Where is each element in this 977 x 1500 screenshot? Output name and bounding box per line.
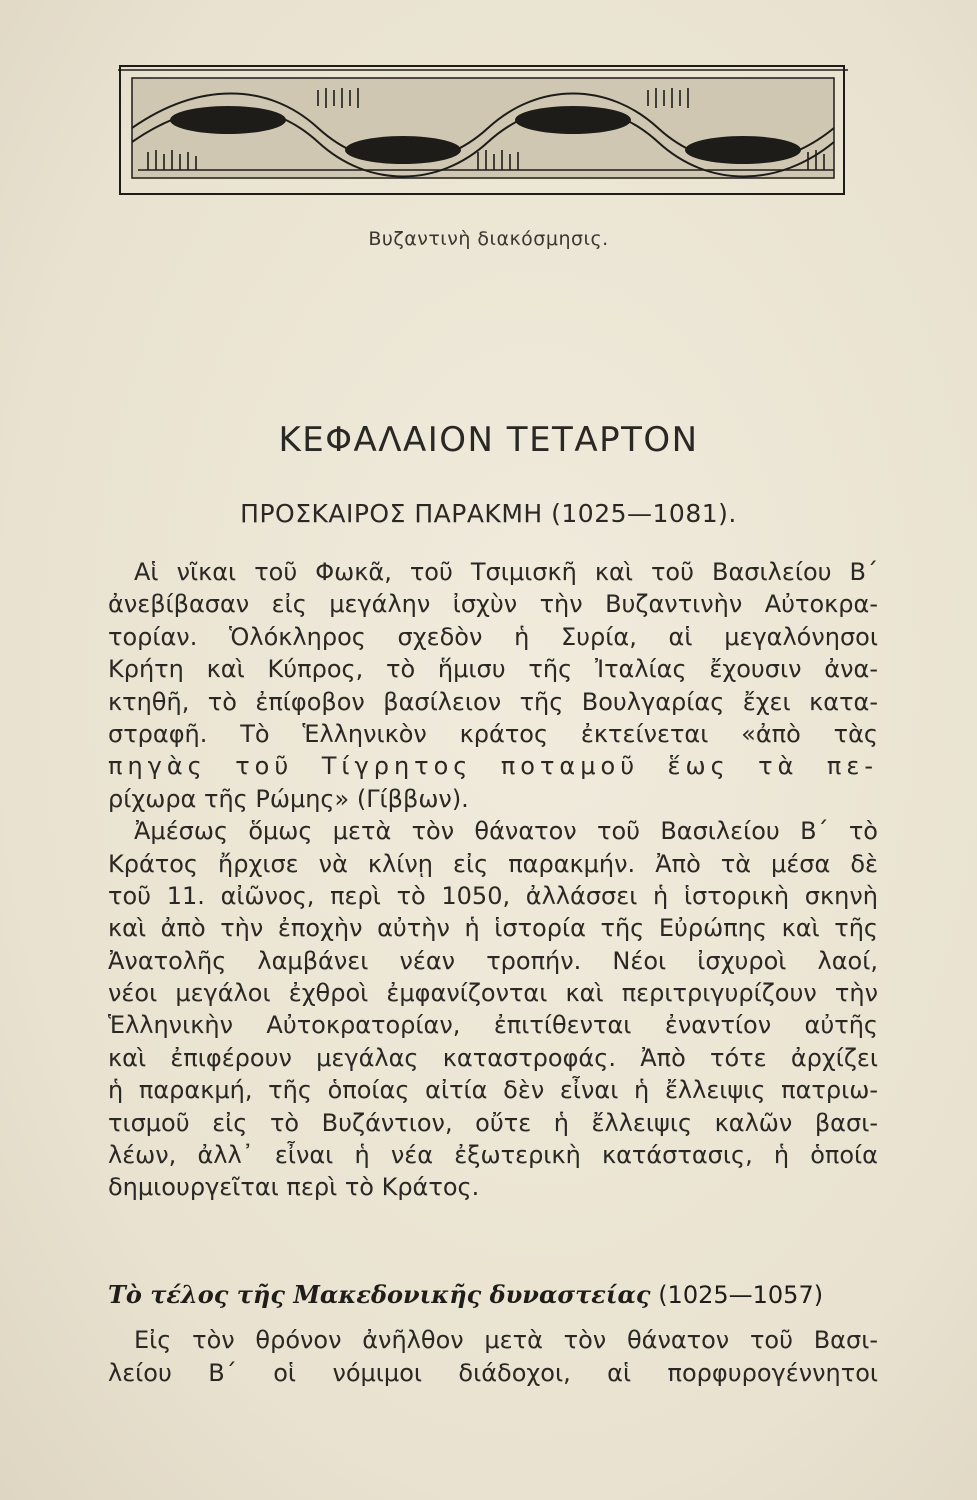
text-line: δημιουργεῖται περὶ τὸ Κράτος. [108,1173,480,1202]
text-line: τισμοῦ εἰς τὸ Βυζάντιον, οὔτε ἡ ἔλλειψις καλῶν βασι- [108,1108,878,1137]
text-line: κτηθῆ, τὸ ἐπίφοβον βασίλειον τῆς Βουλγαρίας ἔχει κατα- [108,687,878,716]
chapter-subtitle: ΠΡΟΣΚΑΙΡΟΣ ΠΑΡΑΚΜΗ (1025—1081). [240,499,737,528]
text-line: ἀνεβίβασαν εἰς μεγάλην ἰσχὺν τὴν Βυζαντινὴν Αὐτοκρα- [108,590,878,619]
text-line: Αἱ νῖκαι τοῦ Φωκᾶ, τοῦ Τσιμισκῆ καὶ τοῦ Βασιλείου Β΄ [134,558,878,586]
byzantine-ornament-icon [118,62,848,202]
section-heading-title: Τὸ τέλος τῆς Μακεδονικῆς δυναστείας [108,1280,651,1309]
text-line: Κρήτη καὶ Κύπρος, τὸ ἥμισυ τῆς Ἰταλίας ἔχουσιν ἀνα- [108,655,878,684]
text-line: τορίαν. Ὁλόκληρος σχεδὸν ἡ Συρία, αἱ μεγαλόνησοι [108,622,878,651]
text-line: λείου Β΄ οἱ νόμιμοι διάδοχοι, αἱ πορφυρογέννητοι [108,1359,878,1387]
chapter-title: ΚΕΦΑΛΑΙΟΝ ΤΕΤΑΡΤΟΝ [278,420,699,460]
section-heading-years: (1025—1057) [658,1281,824,1309]
section-paragraph [108,1324,878,1390]
text-line: καὶ ἐπιφέρουν μεγάλας καταστροφάς. Ἀπὸ τότε ἀρχίζει [108,1043,878,1072]
text-line: καὶ ἀπὸ τὴν ἐποχὴν αὐτὴν ἡ ἱστορία τῆς Εὐρώπης καὶ τῆς [108,914,878,943]
text-line: λέων, ἀλλ᾿ εἶναι ἡ νέα ἐξωτερικὴ κατάστασις, ἡ ὁποία [108,1141,878,1170]
text-line: ἡ παρακμή, τῆς ὁποίας αἰτία δὲν εἶναι ἡ ἔλλειψις πατριω- [108,1076,878,1105]
text-line: Ἀνατολῆς λαμβάνει νέαν τροπήν. Νέοι ἰσχυροὶ λαοί, [108,946,878,975]
text-line: νέοι μεγάλοι ἐχθροὶ ἐμφανίζονται καὶ περιτριγυρίζουν τὴν [108,979,878,1008]
ornament-caption: Βυζαντινὴ διακόσμησις. [368,228,609,250]
body-paragraphs [108,556,878,1204]
text-line: τοῦ 11. αἰῶνος, περὶ τὸ 1050, ἀλλάσσει ἡ ἱστορικὴ σκηνὴ [108,881,878,910]
text-line: πηγὰς τοῦ Τίγρητος ποταμοῦ ἕως τὰ πε- [108,752,878,781]
text-line: Ἀμέσως ὅμως μετὰ τὸν θάνατον τοῦ Βασιλείου Β΄ τὸ [134,817,878,846]
text-line: στραφῆ. Τὸ Ἑλληνικὸν κράτος ἐκτείνεται «ἀπὸ τὰς [108,719,878,748]
text-line: ρίχωρα τῆς Ρώμης» (Γίββων). [108,784,469,813]
text-line: Κράτος ἤρχισε νὰ κλίνῃ εἰς παρακμήν. Ἀπὸ τὰ μέσα δὲ [108,849,878,878]
section-heading [108,1280,878,1309]
text-line: Ἑλληνικὴν Αὐτοκρατορίαν, ἐπιτίθενται ἐναντίον αὐτῆς [108,1011,878,1040]
text-line: Εἰς τὸν θρόνον ἀνῆλθον μετὰ τὸν θάνατον τοῦ Βασι- [134,1326,878,1354]
